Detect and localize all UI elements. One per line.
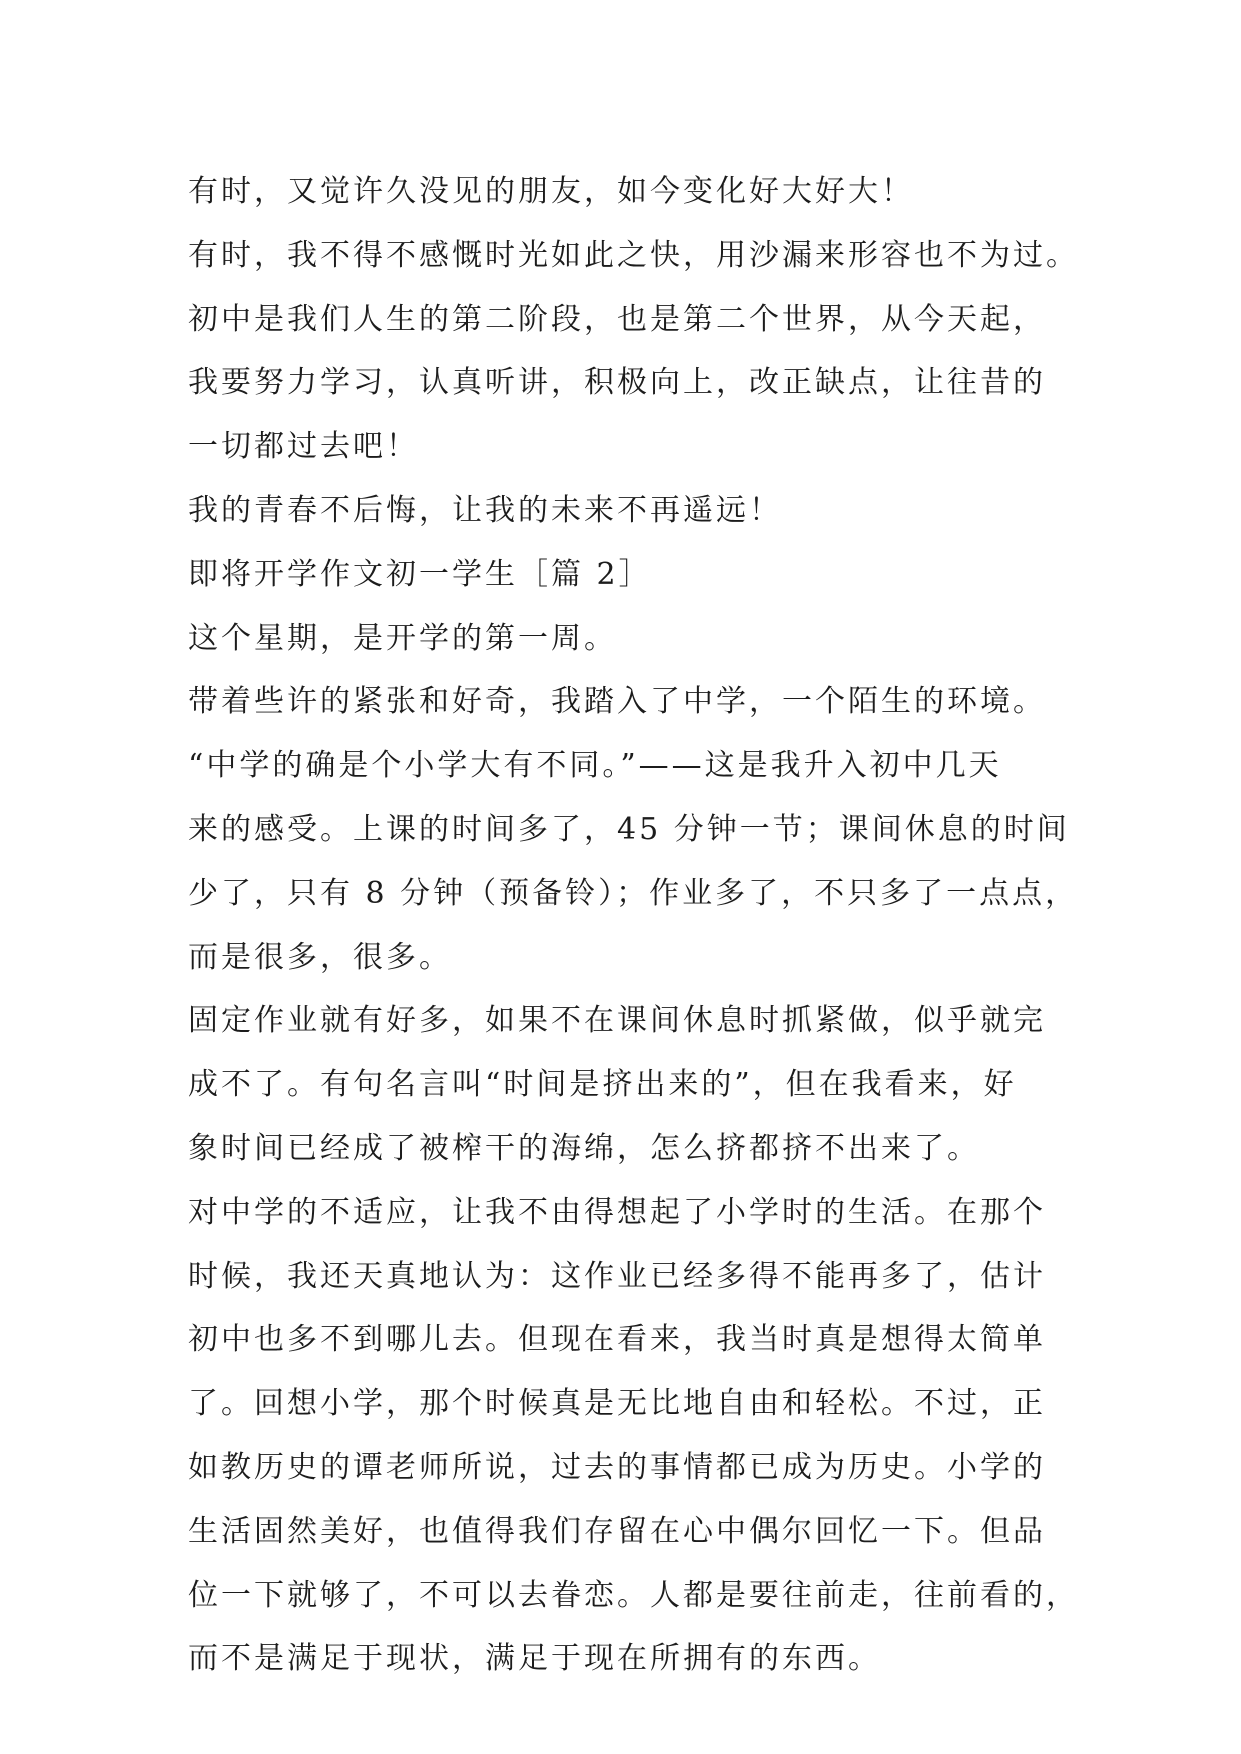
text-line: 固定作业就有好多，如果不在课间休息时抓紧做，似乎就完 [188, 1003, 1046, 1039]
document-body [188, 160, 1078, 1691]
text-line: 时候，我还天真地认为：这作业已经多得不能再多了，估计 [188, 1258, 1046, 1294]
text-line: 初中是我们人生的第二阶段，也是第二个世界，从今天起， [188, 301, 1046, 337]
text-line: 如教历史的谭老师所说，过去的事情都已成为历史。小学的 [188, 1449, 1046, 1485]
text-line: 象时间已经成了被榨干的海绵，怎么挤都挤不出来了。 [188, 1130, 980, 1166]
text-line: 有时，又觉许久没见的朋友，如今变化好大好大！ [188, 174, 914, 209]
text-line: 而不是满足于现状，满足于现在所拥有的东西。 [188, 1641, 881, 1677]
text-line: 生活固然美好，也值得我们存留在心中偶尔回忆一下。但品 [188, 1513, 1046, 1549]
text-line: 一切都过去吧！ [188, 429, 419, 465]
text-line: 我的青春不后悔，让我的未来不再遥远！ [188, 492, 782, 528]
text-line: 成不了。有句名言叫“时间是挤出来的”，但在我看来，好 [188, 1067, 1017, 1103]
text-line: 有时，我不得不感慨时光如此之快，用沙漏来形容也不为过。 [188, 237, 1079, 273]
text-line: 位一下就够了，不可以去眷恋。人都是要往前走，往前看的， [188, 1577, 1079, 1613]
text-line: 来的感受。上课的时间多了，45 分钟一节；课间休息的时间 [188, 811, 1070, 847]
text-line: “中学的确是个小学大有不同。”——这是我升入初中几天 [188, 748, 1002, 784]
section-heading: 即将开学作文初一学生［篇 2］ [188, 556, 652, 592]
text-line: 对中学的不适应，让我不由得想起了小学时的生活。在那个 [188, 1194, 1046, 1230]
text-line: 少了，只有 8 分钟（预备铃）；作业多了，不只多了一点点， [188, 875, 1079, 911]
text-line: 这个星期，是开学的第一周。 [188, 620, 617, 656]
text-line: 带着些许的紧张和好奇，我踏入了中学，一个陌生的环境。 [188, 684, 1046, 720]
text-line: 我要努力学习，认真听讲，积极向上，改正缺点，让往昔的 [188, 365, 1046, 401]
text-line: 初中也多不到哪儿去。但现在看来，我当时真是想得太简单 [188, 1322, 1046, 1358]
text-line: 了。回想小学，那个时候真是无比地自由和轻松。不过，正 [188, 1386, 1046, 1422]
text-line: 而是很多，很多。 [188, 939, 452, 975]
